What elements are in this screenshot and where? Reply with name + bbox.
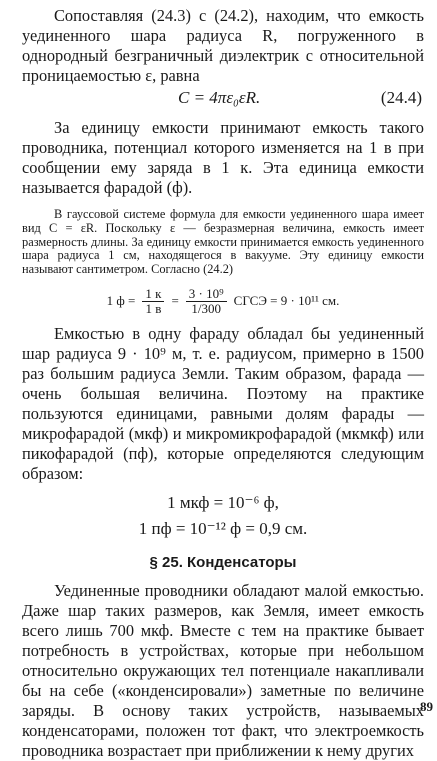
formula-microfarad: 1 мкф = 10⁻⁶ ф, <box>167 492 279 512</box>
fraction-denominator: 1/300 <box>191 300 222 316</box>
formula-24-4 <box>22 86 424 112</box>
formula-number: (24.4) <box>380 88 422 107</box>
section-heading: § 25. Конденсаторы <box>149 553 297 571</box>
paragraph-gauss-system: В гауссовой системе формула для емкости уединенного шара имеет вид C = εR. Поскольку ε — безразмерная величина, емкость имеет размерность длины. За единицу емкости принимается емкость уединенного шара радиуса 1 см, находящегося в вакууме. Эту единицу емкости называют сантиметром. Согласно (24.2) <box>22 207 424 277</box>
fraction-k-over-v <box>142 287 164 316</box>
fraction-numerator: 3 · 10⁹ <box>186 287 227 302</box>
paragraph-capacitors: Уединенные проводники обладают малой емкостью. Даже шар таких размеров, как Земля, имеет емкость всего лишь 700 мкф. Вместе с тем на практике бывает потребность в устройствах, которые при небольшом относительно окружающих тел потенциале накапливали бы на себе («конденсировали») заметные по величине заряды. В основу таких устройств, называемых конденсаторами, положен тот факт, что электроемкость проводника возрастает при приближении к нему других <box>22 580 424 760</box>
page-number: 89 <box>420 699 433 714</box>
page-content <box>22 6 424 761</box>
fraction-denominator: 1 в <box>145 300 162 316</box>
formula-rhs: СГСЭ = 9 · 10¹¹ см. <box>233 293 340 309</box>
formula-lhs: 1 ф = <box>106 293 136 309</box>
formula-capacitance: C = 4πε₀εR. <box>178 88 261 107</box>
formula-farad-cgs <box>22 287 424 316</box>
formula-equals: = <box>171 293 179 309</box>
paragraph-farad-definition: За единицу емкости принимают емкость такого проводника, потенциал которого изменяется на 1 в при сообщении ему заряда в 1 к. Эта единица емкости называется фарадой (ф). <box>22 118 424 197</box>
formula-picofarad: 1 пф = 10⁻¹² ф = 0,9 см. <box>138 518 308 538</box>
paragraph-farad-magnitude: Емкостью в одну фараду обладал бы уединенный шар радиуса 9 · 10⁹ м, т. е. радиусом, примерно в 1500 раз большим радиуса Земли. Таким образом, фарада — очень большая величина. Поэтому на практике пользуются единицами, равными долям фарады — микрофарадой (мкф) и микромикрофарадой (мкмкф) или пикофарадой (пф), которые определяются следующим образом: <box>22 323 424 483</box>
fraction-numerator: 1 к <box>142 287 164 302</box>
fraction-cgs <box>186 287 227 316</box>
paragraph-capacitance-sphere: Сопоставляя (24.3) с (24.2), находим, что емкость уединенного шара радиуса R, погруженного в однородный безграничный диэлектрик с относительной проницаемостью ε, равна <box>22 6 424 85</box>
